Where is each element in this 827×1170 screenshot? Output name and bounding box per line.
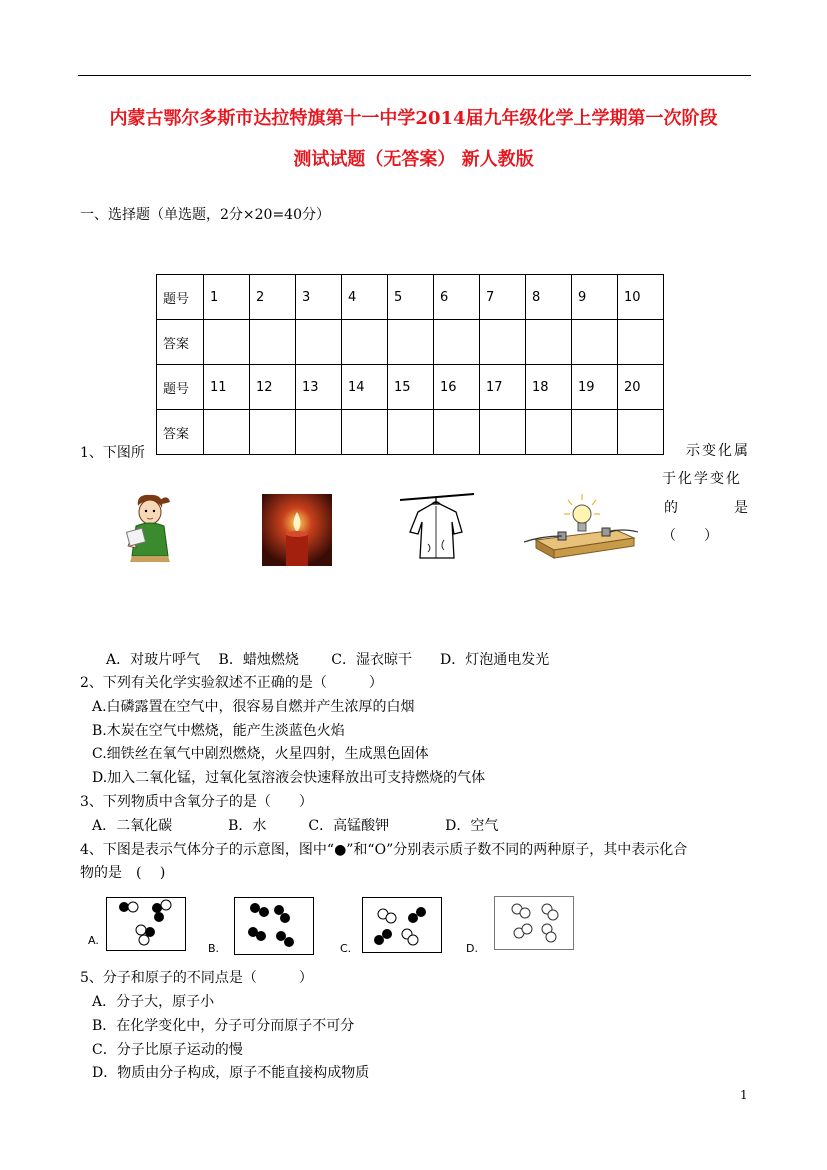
q3-options: A．二氧化碳 B．水 C．高锰酸钾 D．空气 (92, 818, 499, 834)
answer-cell[interactable] (434, 410, 480, 455)
diagram-label-d: D. (466, 942, 478, 955)
answer-cell[interactable] (618, 410, 664, 455)
answer-cell[interactable] (388, 320, 434, 365)
q1-stem-side-1: 示变化属 (686, 443, 750, 459)
molecule-a-drawing (107, 898, 185, 950)
q3-stem: 3、下列物质中含氧分子的是（ ） (80, 794, 313, 810)
table-cell: 8 (526, 275, 572, 320)
molecule-c-drawing (363, 898, 441, 952)
table-cell: 10 (618, 275, 664, 320)
table-cell: 2 (250, 275, 296, 320)
q4-stem-line1: 4、下图是表示气体分子的示意图，图中“●”和“O”分别表示质子数不同的两种原子，其中表示化合 (80, 842, 688, 858)
q4-stem-line2: 物的是 ( ) (80, 865, 166, 881)
answer-cell[interactable] (204, 410, 250, 455)
doc-title-line1: 内蒙古鄂尔多斯市达拉特旗第十一中学2014届九年级化学上学期第一次阶段 (109, 108, 718, 129)
table-cell: 4 (342, 275, 388, 320)
molecule-diagram-c (362, 897, 442, 953)
light-bulb-circuit-picture (522, 492, 640, 568)
answer-table (156, 274, 664, 455)
answer-cell[interactable] (572, 410, 618, 455)
answer-cell[interactable] (296, 410, 342, 455)
answer-cell[interactable] (342, 410, 388, 455)
table-cell: 9 (572, 275, 618, 320)
candle-picture (262, 494, 332, 566)
answer-cell[interactable] (572, 320, 618, 365)
table-cell: 12 (250, 365, 296, 410)
table-cell: 答案 (157, 410, 204, 455)
molecule-d-drawing (495, 897, 573, 949)
molecule-b-drawing (235, 898, 313, 954)
table-cell: 14 (342, 365, 388, 410)
table-cell: 题号 (157, 275, 204, 320)
answer-cell[interactable] (618, 320, 664, 365)
girl-breathing-picture (124, 492, 174, 564)
q2-option-c: C.细铁丝在氧气中剧烈燃烧，火星四射，生成黑色固体 (92, 746, 429, 762)
table-cell: 3 (296, 275, 342, 320)
q5-option-a: A．分子大，原子小 (92, 994, 215, 1010)
table-cell: 16 (434, 365, 480, 410)
answer-cell[interactable] (526, 320, 572, 365)
q2-option-b: B.木炭在空气中燃烧，能产生淡蓝色火焰 (92, 723, 345, 739)
table-row (157, 410, 664, 455)
q1-stem-side-2: 于化学变化 (662, 471, 742, 487)
answer-cell[interactable] (526, 410, 572, 455)
table-cell: 15 (388, 365, 434, 410)
q5-option-d: D．物质由分子构成，原子不能直接构成物质 (92, 1065, 370, 1081)
q2-option-a: A.白磷露置在空气中，很容易自燃并产生浓厚的白烟 (92, 699, 415, 715)
diagram-label-b: B. (208, 942, 220, 955)
q2-option-d: D.加入二氧化锰，过氧化氢溶液会快速释放出可支持燃烧的气体 (92, 770, 486, 786)
answer-cell[interactable] (388, 410, 434, 455)
table-cell: 18 (526, 365, 572, 410)
q5-option-b: B．在化学变化中，分子可分而原子不可分 (92, 1018, 355, 1034)
q1-stem-lead: 1、下图所 (80, 445, 145, 461)
q1-stem-side-4: （ ） (662, 528, 718, 544)
clothes-drying-picture (398, 492, 476, 564)
table-cell: 5 (388, 275, 434, 320)
answer-cell[interactable] (250, 320, 296, 365)
answer-cell[interactable] (204, 320, 250, 365)
answer-cell[interactable] (250, 410, 296, 455)
table-cell: 答案 (157, 320, 204, 365)
answer-cell[interactable] (480, 410, 526, 455)
table-cell: 20 (618, 365, 664, 410)
molecule-diagram-a (106, 897, 186, 951)
doc-title-line2: 测试试题（无答案） 新人教版 (293, 149, 534, 170)
table-cell: 13 (296, 365, 342, 410)
q2-stem: 2、下列有关化学实验叙述不正确的是（ ） (80, 675, 383, 691)
molecule-diagram-b (234, 897, 314, 955)
q1-stem-side-3a: 的 (664, 500, 678, 516)
molecule-diagram-d (494, 896, 574, 950)
table-row (157, 365, 664, 410)
q1-options: A．对玻片呼气 B．蜡烛燃烧 C．湿衣晾干 D．灯泡通电发光 (106, 652, 550, 668)
header-rule (78, 75, 751, 76)
table-cell: 19 (572, 365, 618, 410)
answer-cell[interactable] (434, 320, 480, 365)
section-heading: 一、选择题（单选题，2分×20=40分） (80, 207, 330, 223)
table-cell: 11 (204, 365, 250, 410)
table-cell: 6 (434, 275, 480, 320)
table-row (157, 275, 664, 320)
q5-stem: 5、分子和原子的不同点是（ ） (80, 970, 313, 986)
table-cell: 17 (480, 365, 526, 410)
q1-stem-side-3b: 是 (734, 500, 748, 516)
diagram-label-a: A. (88, 934, 99, 947)
answer-cell[interactable] (480, 320, 526, 365)
table-cell: 1 (204, 275, 250, 320)
page-number: 1 (740, 1088, 748, 1102)
diagram-label-c: C. (340, 942, 352, 955)
answer-cell[interactable] (296, 320, 342, 365)
table-cell: 题号 (157, 365, 204, 410)
answer-cell[interactable] (342, 320, 388, 365)
q5-option-c: C．分子比原子运动的慢 (92, 1042, 243, 1058)
table-cell: 7 (480, 275, 526, 320)
table-row (157, 320, 664, 365)
